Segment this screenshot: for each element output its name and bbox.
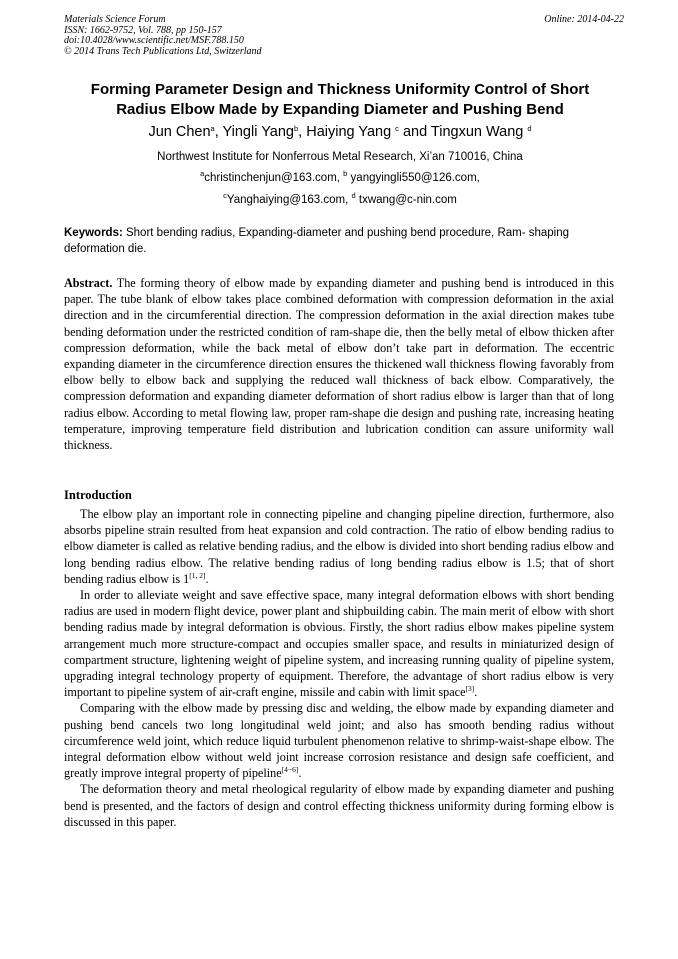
citation[interactable]: [3] [465, 684, 475, 694]
journal-name: Materials Science Forum [64, 14, 166, 25]
keywords-text: Short bending radius, Expanding-diameter and pushing bend procedure, Ram- shaping deformation die. [64, 227, 570, 255]
copyright-line: © 2014 Trans Tech Publications Ltd, Switzerland [64, 45, 262, 57]
email-address[interactable]: christinchenjun@163.com [204, 172, 337, 184]
paragraph-text: The deformation theory and metal rheological regularity of elbow made by expanding diameter and pushing bend is presented, and the factors of design and control effecting thickness uniformity during forming elbow is discussed in this paper. [64, 782, 614, 829]
affiliation: Northwest Institute for Nonferrous Metal Research, Xi’an 710016, China [157, 151, 523, 163]
title-line: Forming Parameter Design and Thickness Uniformity Control of Short [90, 81, 590, 98]
paragraph-text: In order to alleviate weight and save effective space, many integral deformation elbows with short bending radius are used in modern flight device, power plant and shipbuilding cabin. The main merit of elbow with short bending radius made by integral deformation is obvious. Firstly, the short radius elbow makes pipeline system arrangement much more structure-compact and occupies smaller space, and results in miniaturized design of compartment structure, lightening weight of pipeline system, and increasing running quality of pipeline system, upgrading integral technology property of equipment. Therefore, the advantage of short radius elbow is very important to pipeline system of air-craft engine, missile and cabin with limit space [64, 588, 614, 700]
introduction-body [64, 506, 614, 830]
email-line: $^a$christinchenjun@163.com, $^b$ yangyingli550@126.com, [200, 169, 480, 184]
author-separator: , [298, 124, 307, 140]
issn-line: ISSN: 1662-9752, Vol. 788, pp 150-157 [64, 24, 222, 36]
author-list [40, 123, 640, 141]
paragraph [64, 781, 614, 830]
email-mark: d [351, 191, 356, 200]
keywords-label: Keywords: [64, 227, 123, 239]
author-mark: b [293, 124, 299, 133]
citation[interactable]: [1, 2] [189, 570, 206, 580]
author-name: Jun Chen [148, 124, 211, 140]
keywords [64, 226, 614, 257]
email-line [40, 193, 640, 207]
author-separator: , [214, 124, 223, 140]
doi-line: doi:10.4028/www.scientific.net/MSF.788.150 [64, 35, 244, 46]
email-address[interactable]: yangyingli550@126.com [350, 172, 477, 184]
section-heading: Introduction [64, 488, 132, 502]
online-date: Online: 2014-04-22 [544, 14, 624, 25]
paragraph-text: Comparing with the elbow made by pressing disc and welding, the elbow made by expanding diameter and pushing bend cancels two long longitudinal weld joint; and also has smooth bending radius without circumference weld joint, which reduce liquid turbulent phenomenon relative to shrimp-waist-shape elbow. The integral deformation elbow without weld joint increase corrosion resistance and design safe coefficient, and greatly improve integral property of pipeline [64, 701, 614, 781]
paragraph-end: . [205, 571, 209, 586]
author-and: and [398, 124, 431, 140]
paragraph-end: . [298, 766, 302, 781]
abstract-text: The forming theory of elbow made by expanding diameter and pushing bend is introduced in this paper. The tube blank of elbow takes place combined deformation with compression deformation in the axial direction and in the circumferential direction. The compression deformation in the axial direction makes tube bending deformation under the restricted condition of ram-shape die, then the belly metal of elbow thicken after compression deformation, while the back metal of elbow don’t take part in deformation. The eccentric expanding diameter in the circumference direction ensures the thickened wall thickness flowing favorably from elbow belly to elbow back and supplying the reduced wall thickness of back elbow. Comparatively, the compression deformation and expanding diameter deformation of short radius elbow is larger than that of long radius elbow. According to metal flowing law, proper ram-shape die design and pushing rate, increasing heating temperature, improving temperature field distribution and lubrication condition can assure uniformity wall thickness. [64, 276, 614, 453]
title-line: Radius Elbow Made by Expanding Diameter and Pushing Bend [116, 101, 564, 118]
email-mark: b [343, 169, 348, 178]
paper-title [40, 80, 640, 120]
paragraph-end: . [474, 685, 478, 700]
email-address[interactable]: Yanghaiying@163.com [226, 194, 346, 206]
author-name: Tingxun Wang [430, 124, 524, 140]
paragraph [64, 587, 614, 700]
email-separator: , [345, 194, 352, 206]
email-mark: a [200, 169, 205, 178]
paragraph-text: The elbow play an important role in connecting pipeline and changing pipeline direction, furthermore, also absorbs pipeline strain resulted from heat expansion and cold contraction. The ratio of elbow bending radius to elbow diameter is called as relative bending radius, and the elbow is divided into short bending radius elbow and long bending radius elbow. The relative bending radius of long bending radius elbow is 1.5; that of short bending radius elbow is 1 [64, 507, 614, 586]
abstract-label: Abstract. [64, 276, 113, 290]
author-mark: a [210, 124, 215, 133]
paragraph [64, 506, 614, 587]
author-name: Yingli Yang [222, 124, 294, 140]
author-mark: d [527, 124, 532, 133]
author-mark: c [395, 124, 399, 133]
paragraph [64, 700, 614, 781]
email-address[interactable]: txwang@c-nin.com [358, 194, 457, 206]
email-separator: , [336, 172, 344, 184]
journal-header [64, 15, 624, 57]
author-name: Haiying Yang [306, 124, 392, 140]
citation[interactable]: [4−6] [281, 765, 299, 775]
abstract [64, 275, 614, 453]
email-mark: c [223, 191, 227, 200]
